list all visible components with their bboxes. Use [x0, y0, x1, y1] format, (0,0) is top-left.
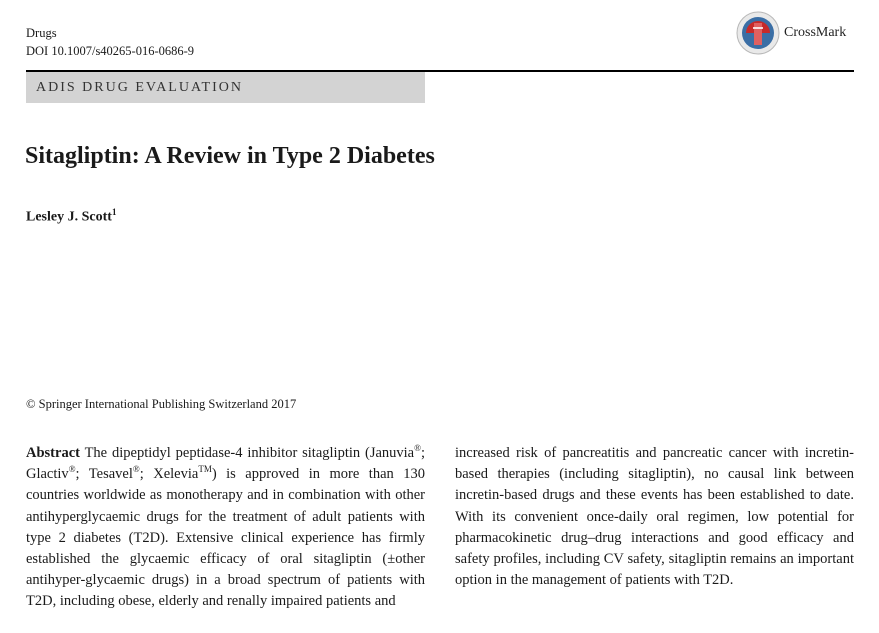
affiliation-mark[interactable]: 1: [111, 207, 117, 217]
doi[interactable]: DOI 10.1007/s40265-016-0686-9: [26, 44, 195, 58]
abstract-text-5: ) is approved in more than 130 countries worldwide as monotherapy and in combination with other antihyperglycaemic drugs for the treatment of adult patients with type 2 diabetes (T2D). Extensive clinical experience has firmly established the glycaemic efficacy of oral sitagliptin (±other antihyper-glycaemic drugs) in a broad spectrum of patients with T2D, including obese, elderly and renally impaired patients and: [26, 466, 425, 610]
crossmark-label: CrossMark: [784, 25, 847, 40]
abstract-right-column: increased risk of pancreatitis and pancreatic cancer with incretin-based therapies (including sitagliptin), no causal link between incretin-based drugs and these events has been established to date. With its convenient once-daily oral regimen, low potential for pharmacokinetic drug–drug interactions and good efficacy and safety profiles, including CV safety, sitagliptin remains an important option in the management of patients with T2D.: [455, 445, 854, 589]
abstract-text-3: ; Tesavel: [75, 466, 133, 483]
article-type-banner: ADIS DRUG EVALUATION: [26, 72, 425, 103]
abstract-text-1: The dipeptidyl peptidase-4 inhibitor sitagliptin (Januvia: [79, 445, 415, 461]
author-line: [26, 207, 116, 226]
crossmark-icon: [736, 11, 780, 55]
journal-name: Drugs: [26, 26, 57, 40]
abstract-left-column: [26, 443, 425, 613]
copyright-notice: © Springer International Publishing Switzerland 2017: [26, 397, 297, 411]
article-title: Sitagliptin: A Review in Type 2 Diabetes: [25, 143, 435, 169]
crossmark-badge[interactable]: [736, 11, 846, 55]
registered-mark: ®: [132, 464, 140, 475]
journal-header: [26, 24, 194, 60]
author-name[interactable]: Lesley J. Scott: [26, 209, 112, 225]
abstract-heading: Abstract: [26, 445, 80, 461]
abstract-text-4: ; Xelevia: [139, 466, 199, 483]
trademark: TM: [198, 464, 212, 475]
registered-mark: ®: [414, 443, 421, 454]
abstract-text-2: ; Glactiv: [26, 445, 425, 483]
registered-mark: ®: [68, 464, 76, 475]
